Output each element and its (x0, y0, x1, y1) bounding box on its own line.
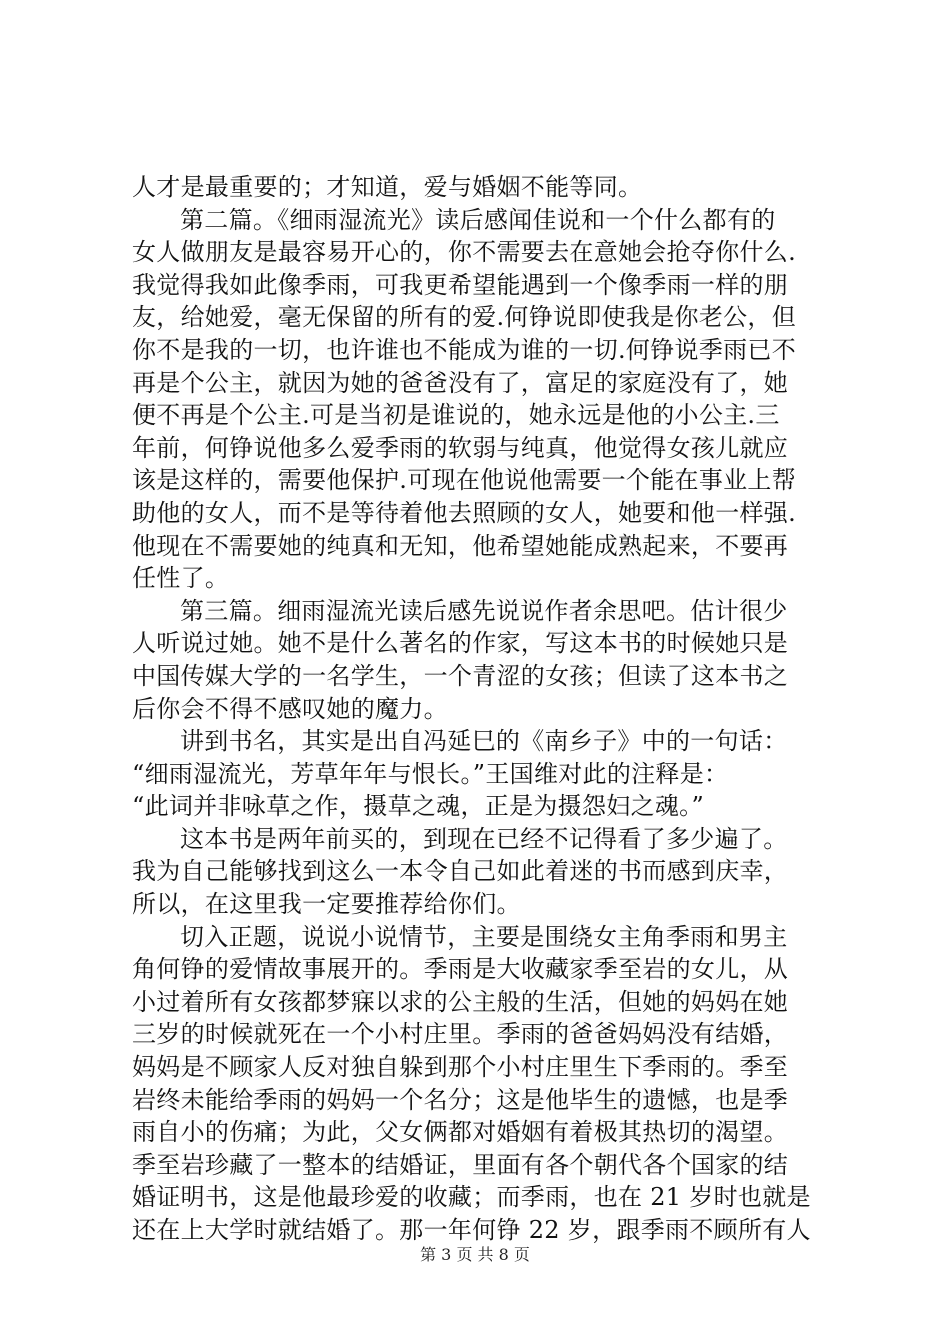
text-line: 年前，何铮说他多么爱季雨的软弱与纯真，他觉得女孩儿就应 (132, 433, 789, 462)
text-line: 切入正题，说说小说情节，主要是围绕女主角季雨和男主 (180, 922, 788, 951)
text-line: 该是这样的，需要他保护.可现在他说他需要一个能在事业上帮 (132, 466, 797, 495)
text-line: “细雨湿流光，芳草年年与恨长。”王国维对此的注释是： (132, 759, 729, 788)
text-line: 小过着所有女孩都梦寐以求的公主般的生活，但她的妈妈在她 (132, 987, 789, 1016)
text-line: 婚证明书，这是他最珍爱的收藏；而季雨，也在 21 岁时也就是 (132, 1183, 811, 1212)
text-line: 还在上大学时就结婚了。那一年何铮 22 岁，跟季雨不顾所有人 (132, 1216, 811, 1244)
text-line: 助他的女人，而不是等待着他去照顾的女人，她要和他一样强. (132, 498, 797, 527)
text-line: 第二篇。《细雨湿流光》读后感闻佳说和一个什么都有的 (180, 205, 776, 234)
text-line: 人才是最重要的；才知道，爱与婚姻不能等同。 (132, 173, 643, 201)
text-line: 季至岩珍藏了一整本的结婚证，里面有各个朝代各个国家的结 (132, 1150, 789, 1179)
text-line: 讲到书名，其实是出自冯延巳的《南乡子》中的一句话： (180, 727, 788, 756)
text-line: 人听说过她。她不是什么著名的作家，写这本书的时候她只是 (132, 629, 789, 658)
text-line: 我觉得我如此像季雨，可我更希望能遇到一个像季雨一样的朋 (132, 270, 789, 299)
text-line: 中国传媒大学的一名学生，一个青涩的女孩；但读了这本书之 (132, 661, 789, 690)
text-line: 任性了。 (132, 564, 230, 593)
text-line: 妈妈是不顾家人反对独自躲到那个小村庄里生下季雨的。季至 (132, 1053, 789, 1082)
text-line: 角何铮的爱情故事展开的。季雨是大收藏家季至岩的女儿，从 (132, 955, 789, 984)
text-line: 后你会不得不感叹她的魔力。 (132, 694, 448, 723)
text-line: 我为自己能够找到这么一本令自己如此着迷的书而感到庆幸， (132, 857, 789, 886)
text-line: 第三篇。细雨湿流光读后感先说说作者余思吧。估计很少 (180, 596, 788, 625)
document-body (132, 171, 836, 1247)
page-footer: 第 3 页 共 8 页 (420, 1245, 530, 1264)
text-line: 便不再是个公主.可是当初是谁说的，她永远是他的小公主.三 (132, 401, 780, 430)
text-line: 你不是我的一切，也许谁也不能成为谁的一切.何铮说季雨已不 (132, 335, 797, 364)
text-line: 岩终未能给季雨的妈妈一个名分；这是他毕生的遗憾，也是季 (132, 1085, 789, 1114)
text-line: 所以，在这里我一定要推荐给你们。 (132, 890, 521, 919)
text-line: 再是个公主，就因为她的爸爸没有了，富足的家庭没有了，她 (132, 368, 789, 397)
text-line: 这本书是两年前买的，到现在已经不记得看了多少遍了。 (180, 824, 788, 853)
text-line: 三岁的时候就死在一个小村庄里。季雨的爸爸妈妈没有结婚， (132, 1020, 789, 1049)
text-line: 雨自小的伤痛；为此，父女俩都对婚姻有着极其热切的渴望。 (132, 1118, 789, 1147)
text-line: 他现在不需要她的纯真和无知，他希望她能成熟起来，不要再 (132, 531, 789, 560)
text-line: 女人做朋友是最容易开心的，你不需要去在意她会抢夺你什么. (132, 238, 797, 267)
text-line: “此词并非咏草之作，摄草之魂，正是为摄怨妇之魂。” (132, 792, 705, 821)
text-line: 友，给她爱，毫无保留的所有的爱.何铮说即使我是你老公，但 (132, 303, 797, 332)
